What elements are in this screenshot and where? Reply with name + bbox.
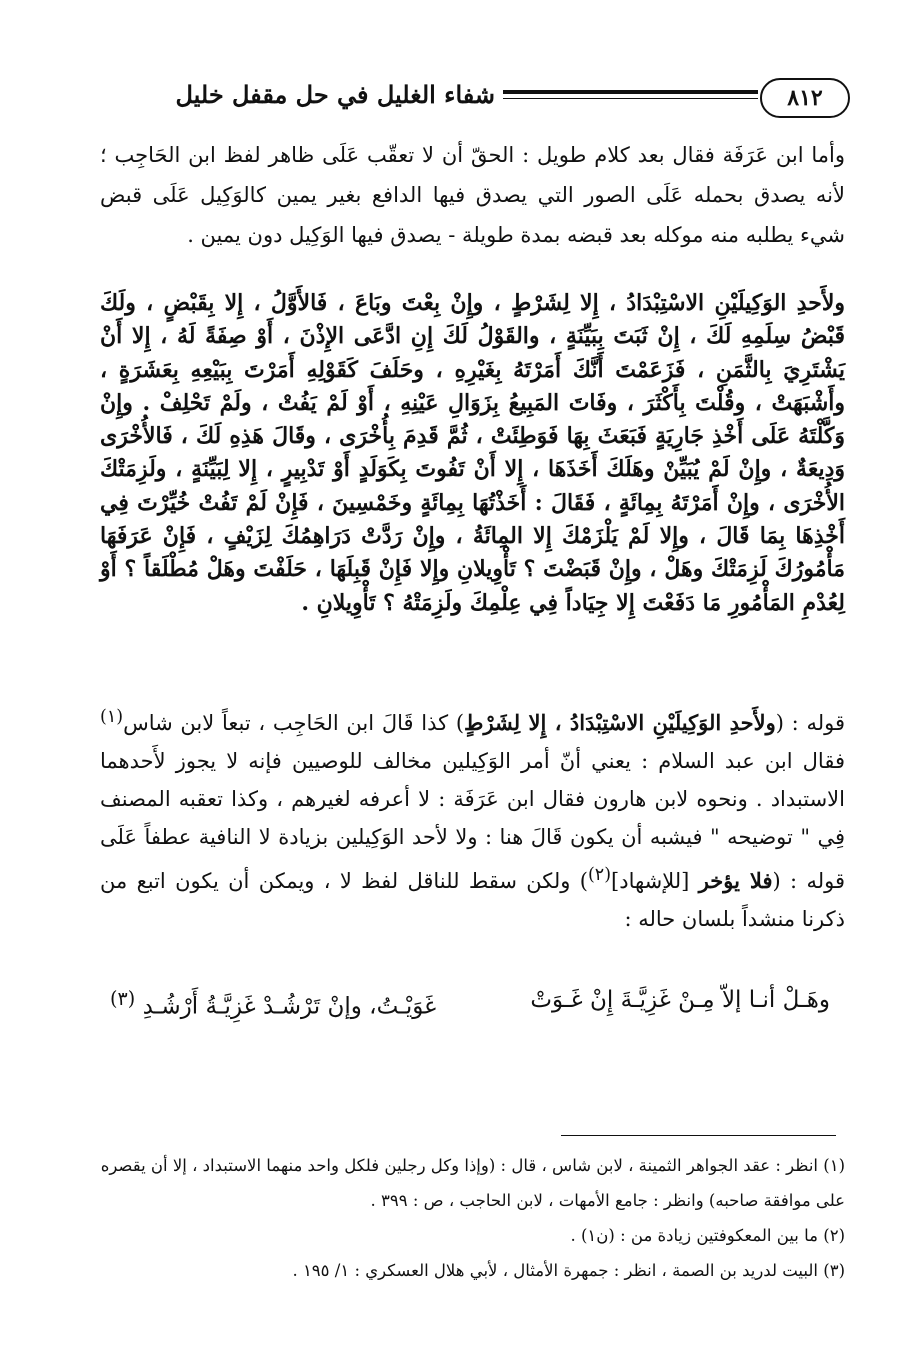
book-title: شفاء الغليل في حل مقفل خليل — [175, 80, 495, 109]
sharh-paragraph — [100, 698, 845, 938]
sharh-quote: ولأَحدِ الوَكِيلَيْنِ الاسْتِبْدَادُ ، إِلا لِشَرْطٍ — [464, 710, 776, 735]
sharh-after-quote: ) كذا قَالَ ابن الحَاجِب ، تبعاً لابن شاس — [123, 711, 465, 735]
footnote-3: (٣) البيت لدريد بن الصمة ، انظر : جمهرة الأمثال ، لأبي هلال العسكري : ١/ ١٩٥ . — [292, 1261, 845, 1280]
sharh-lead: قوله : ( — [775, 711, 845, 735]
footnote-separator — [561, 1135, 836, 1136]
footnote-ref-3[interactable]: (٣) — [110, 987, 136, 1010]
footnote-2: (٢) ما بين المعكوفتين زيادة من : (ن١) . — [570, 1226, 845, 1245]
matn-paragraph: ولأَحدِ الوَكِيلَيْنِ الاسْتِبْدَادُ ، إِلا لِشَرْطٍ ، وإِنْ بِعْتَ وبَاعَ ، فَالأَوَّلُ ، إِلا بِقَبْضٍ ، ولَكَ قَبْضُ سِلَمِهِ لَكَ ، إِنْ ثَبَتَ بِبَيِّنَةٍ ، والقَوْلُ لَكَ إِنِ ادَّعَى الإِذْنَ ، أَوْ صِفَةً لَهُ ، إِلا أَنْ يَشْتَرِيَ بِالثَّمَنِ ، فَزَعَمْتَ أَنَّكَ أَمَرْتَهُ بِغَيْرِهِ ، وحَلَفَ كَقَوْلِهِ أَمَرْتَ بِبَيْعِهِ بِعَشَرَةٍ ، وأَشْبَهَتْ ، وقُلْتَ بِأَكْثَرَ ، وفَاتَ المَبِيعُ بِزَوَالِ عَيْنِهِ ، أَوْ لَمْ يَفُتْ ، ولَمْ تَحْلِفْ . وإِنْ وَكَّلْتَهُ عَلَى أَخْذِ جَارِيَةٍ فَبَعَثَ بِهَا فَوَطِئَتْ ، ثُمَّ قَدِمَ بِأُخْرَى ، وقَالَ هَذِهِ لَكَ ، فَالأُخْرَى وَدِيعَةٌ ، وإِنْ لَمْ يُبَيِّنْ وهَلَكَ أَخَذَهَا ، إِلا أَنْ تَفُوتَ بِكَوَلَدٍ أَوْ تَدْبِيرٍ ، إِلا لِبَيِّنَةٍ ، ولَزِمَتْكَ الأُخْرَى ، وإِنْ أَمَرْتَهُ بِمِائَةٍ ، فَقَالَ : أَخَذْتُهَا بِمِائَةٍ وخَمْسِينَ ، فَإِنْ لَمْ تَفُتْ خُيِّرْتَ فِي أَخْذِهَا بِمَا قَالَ ، وإِلا لَمْ يَلْزَمْكَ إِلا المِائَةُ ، وإِنْ رَدَّتْ دَرَاهِمُكَ لِزَيْفٍ ، فَإِنْ عَرَفَهَا مَأْمُورُكَ لَزِمَتْكَ وهَلْ ، وإِنْ قَبَضْتَ ؟ تَأْوِيلانِ وإِلا فَإِنْ قَبِلَهَا ، حَلَفْتَ وهَلْ مُطْلَقاً ؟ أَوْ لِعُدْمِ المَأْمُورِ مَا دَفَعْتَ إِلا جِيَاداً فِي عِلْمِكَ ولَزِمَتْهُ ؟ تَأْوِيلانِ . — [100, 290, 845, 616]
footnote-1: (١) انظر : عقد الجواهر الثمينة ، لابن شاس ، قال : (وإذا وكل رجلين فلكل واحد منهما الاستبداد ، إلا أن يقصره على موافقة صاحبه) وانظر : جامع الأمهات ، لابن الحاجب ، ص : ٣٩٩ . — [100, 1156, 845, 1210]
verse-hemistich-second — [110, 987, 436, 1020]
verse-hemistich-first: وهَـلْ أنـا إلاّ مِـنْ غَزِيَّـةَ إِنْ غَـوَتْ — [530, 987, 830, 1013]
sharh-quote-2: فلا يؤخر — [698, 868, 773, 893]
poetry-verse — [110, 987, 830, 1027]
page-header — [90, 78, 850, 118]
footnote-ref-2[interactable]: (٢) — [587, 865, 612, 885]
sharh-bracket: [للإشهاد] — [611, 869, 699, 893]
sharh-text-3: ) ولكن سقط للناقل لفظ لا ، ويمكن أن يكون اتبع من ذكرنا منشداً بلسان حاله : — [100, 869, 845, 931]
header-rule — [503, 90, 758, 99]
intro-paragraph: وأما ابن عَرَفَة فقال بعد كلام طويل : الحقّ أن لا تعقّب عَلَى ظاهر لفظ ابن الحَاجِب ؛ لأنه يصدق بحمله عَلَى الصور التي يصدق فيها الدافع بغير يمين كالوَكِيل عَلَى قبض شيء يطلبه منه موكله بعد قبضه بمدة طويلة - يصدق فيها الوَكِيل دون يمين . — [100, 143, 845, 247]
footnote-ref-1[interactable]: (١) — [100, 707, 124, 727]
sharh-text-2: فقال ابن عبد السلام : يعني أنّ أمر الوَكِيلين مخالف للوصيين فإنه لا يجوز لأَحدهما الاستبداد . ونحوه لابن هارون فقال ابن عَرَفَة : لا أعرفه لغيرهم ، وكذا تعقبه المصنف فِي " توضيحه " فيشبه أن يكون قَالَ هنا : ولا لأحد الوَكِيلين بزيادة لا النافية عطفاً عَلَى قوله : ( — [100, 749, 845, 893]
verse-hemistich-second-text: غَوَيْـتُ، وإنْ تَرْشُـدْ غَزِيَّـةُ أَرْشُـدِ — [142, 993, 437, 1020]
footnotes — [92, 1148, 845, 1288]
page-number: ٨١٢ — [760, 78, 850, 118]
